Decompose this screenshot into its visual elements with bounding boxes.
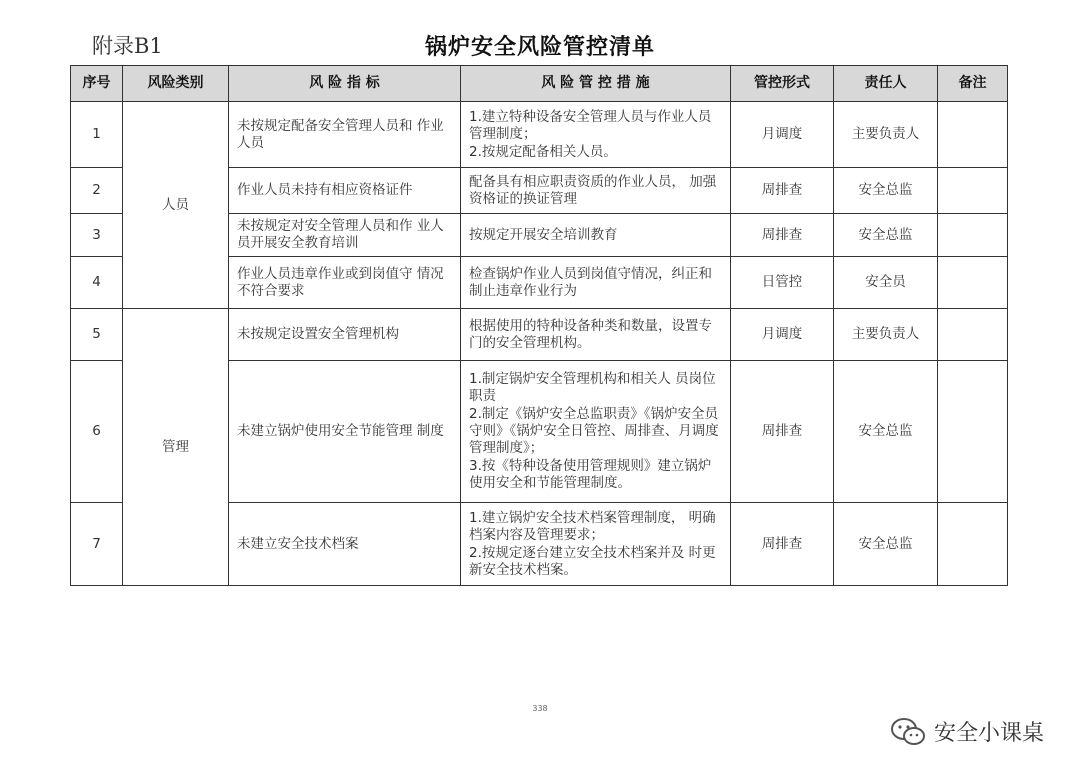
table-row	[71, 309, 1008, 361]
note-cell	[938, 102, 1008, 168]
table-row	[71, 102, 1008, 168]
control-form: 月调度	[731, 102, 834, 168]
col-header-category: 风险类别	[123, 66, 229, 102]
category-cell: 管理	[123, 309, 229, 586]
control-measures	[461, 214, 731, 257]
watermark	[890, 716, 1044, 747]
risk-indicator: 作业人员未持有相应资格证件	[229, 168, 461, 214]
measure-item: 1.建立特种设备安全管理人员与作业人员管理制度；	[469, 108, 712, 142]
measure-item: 2.制定《锅炉安全总监职责》《锅炉安全员守则》《锅炉安全日管控、周排查、月调度管理制度》；	[469, 406, 719, 456]
risk-control-table	[70, 65, 1008, 586]
note-cell	[938, 503, 1008, 586]
control-measures	[461, 503, 731, 586]
measure-item: 按规定开展安全培训教育	[469, 226, 618, 243]
watermark-text: 安全小课桌	[933, 721, 1044, 746]
row-number: 4	[71, 257, 123, 309]
control-form: 日管控	[731, 257, 834, 309]
measure-item: 配备具有相应职责资质的作业人员， 加强资格证的换证管理	[469, 173, 717, 207]
document-title: 锅炉安全风险管控清单	[424, 35, 655, 60]
responsible-person: 安全总监	[834, 361, 938, 503]
control-measures	[461, 361, 731, 503]
control-measures	[461, 102, 731, 168]
table-header-row	[71, 66, 1008, 102]
col-header-measures: 风 险 管 控 措 施	[461, 66, 731, 102]
row-number: 2	[71, 168, 123, 214]
col-header-form: 管控形式	[731, 66, 834, 102]
measure-item: 1.制定锅炉安全管理机构和相关人 员岗位职责	[469, 371, 716, 404]
control-form: 周排查	[731, 214, 834, 257]
control-measures	[461, 309, 731, 361]
responsible-person: 安全总监	[834, 503, 938, 586]
responsible-person: 安全总监	[834, 168, 938, 214]
measure-item: 根据使用的特种设备种类和数量，设置专门的安全管理机构。	[469, 317, 712, 351]
responsible-person: 安全总监	[834, 214, 938, 257]
risk-indicator: 未按规定配备安全管理人员和 作业人员	[229, 102, 461, 168]
measure-item: 2.按规定配备相关人员。	[469, 143, 617, 160]
wechat-icon	[890, 717, 926, 747]
risk-indicator: 作业人员违章作业或到岗值守 情况不符合要求	[229, 257, 461, 309]
measure-item: 检查锅炉作业人员到岗值守情况，纠正和制止违章作业行为	[469, 265, 712, 299]
measure-item: 2.按规定逐台建立安全技术档案并及 时更新安全技术档案。	[469, 544, 716, 578]
control-form: 周排查	[731, 503, 834, 586]
row-number: 7	[71, 503, 123, 586]
control-form: 周排查	[731, 168, 834, 214]
row-number: 5	[71, 309, 123, 361]
row-number: 3	[71, 214, 123, 257]
col-header-no: 序号	[71, 66, 123, 102]
col-header-owner: 责任人	[834, 66, 938, 102]
col-header-note: 备注	[938, 66, 1008, 102]
responsible-person: 主要负责人	[834, 102, 938, 168]
control-measures	[461, 257, 731, 309]
control-measures	[461, 168, 731, 214]
control-form: 周排查	[731, 361, 834, 503]
note-cell	[938, 361, 1008, 503]
risk-indicator: 未按规定对安全管理人员和作 业人员开展安全教育培训	[229, 214, 461, 257]
appendix-label: 附录B1	[92, 34, 163, 58]
measure-item: 3.按《特种设备使用管理规则》建立锅炉使用安全和节能管理制度。	[469, 458, 712, 491]
responsible-person: 安全员	[834, 257, 938, 309]
control-form: 月调度	[731, 309, 834, 361]
responsible-person: 主要负责人	[834, 309, 938, 361]
row-number: 1	[71, 102, 123, 168]
page-number: 338	[532, 704, 548, 713]
note-cell	[938, 214, 1008, 257]
note-cell	[938, 309, 1008, 361]
note-cell	[938, 168, 1008, 214]
risk-indicator: 未按规定设置安全管理机构	[229, 309, 461, 361]
category-cell: 人员	[123, 102, 229, 309]
note-cell	[938, 257, 1008, 309]
risk-indicator: 未建立锅炉使用安全节能管理 制度	[229, 361, 461, 503]
measure-item: 1.建立锅炉安全技术档案管理制度， 明确档案内容及管理要求；	[469, 509, 716, 543]
risk-indicator: 未建立安全技术档案	[229, 503, 461, 586]
row-number: 6	[71, 361, 123, 503]
col-header-indicator: 风 险 指 标	[229, 66, 461, 102]
